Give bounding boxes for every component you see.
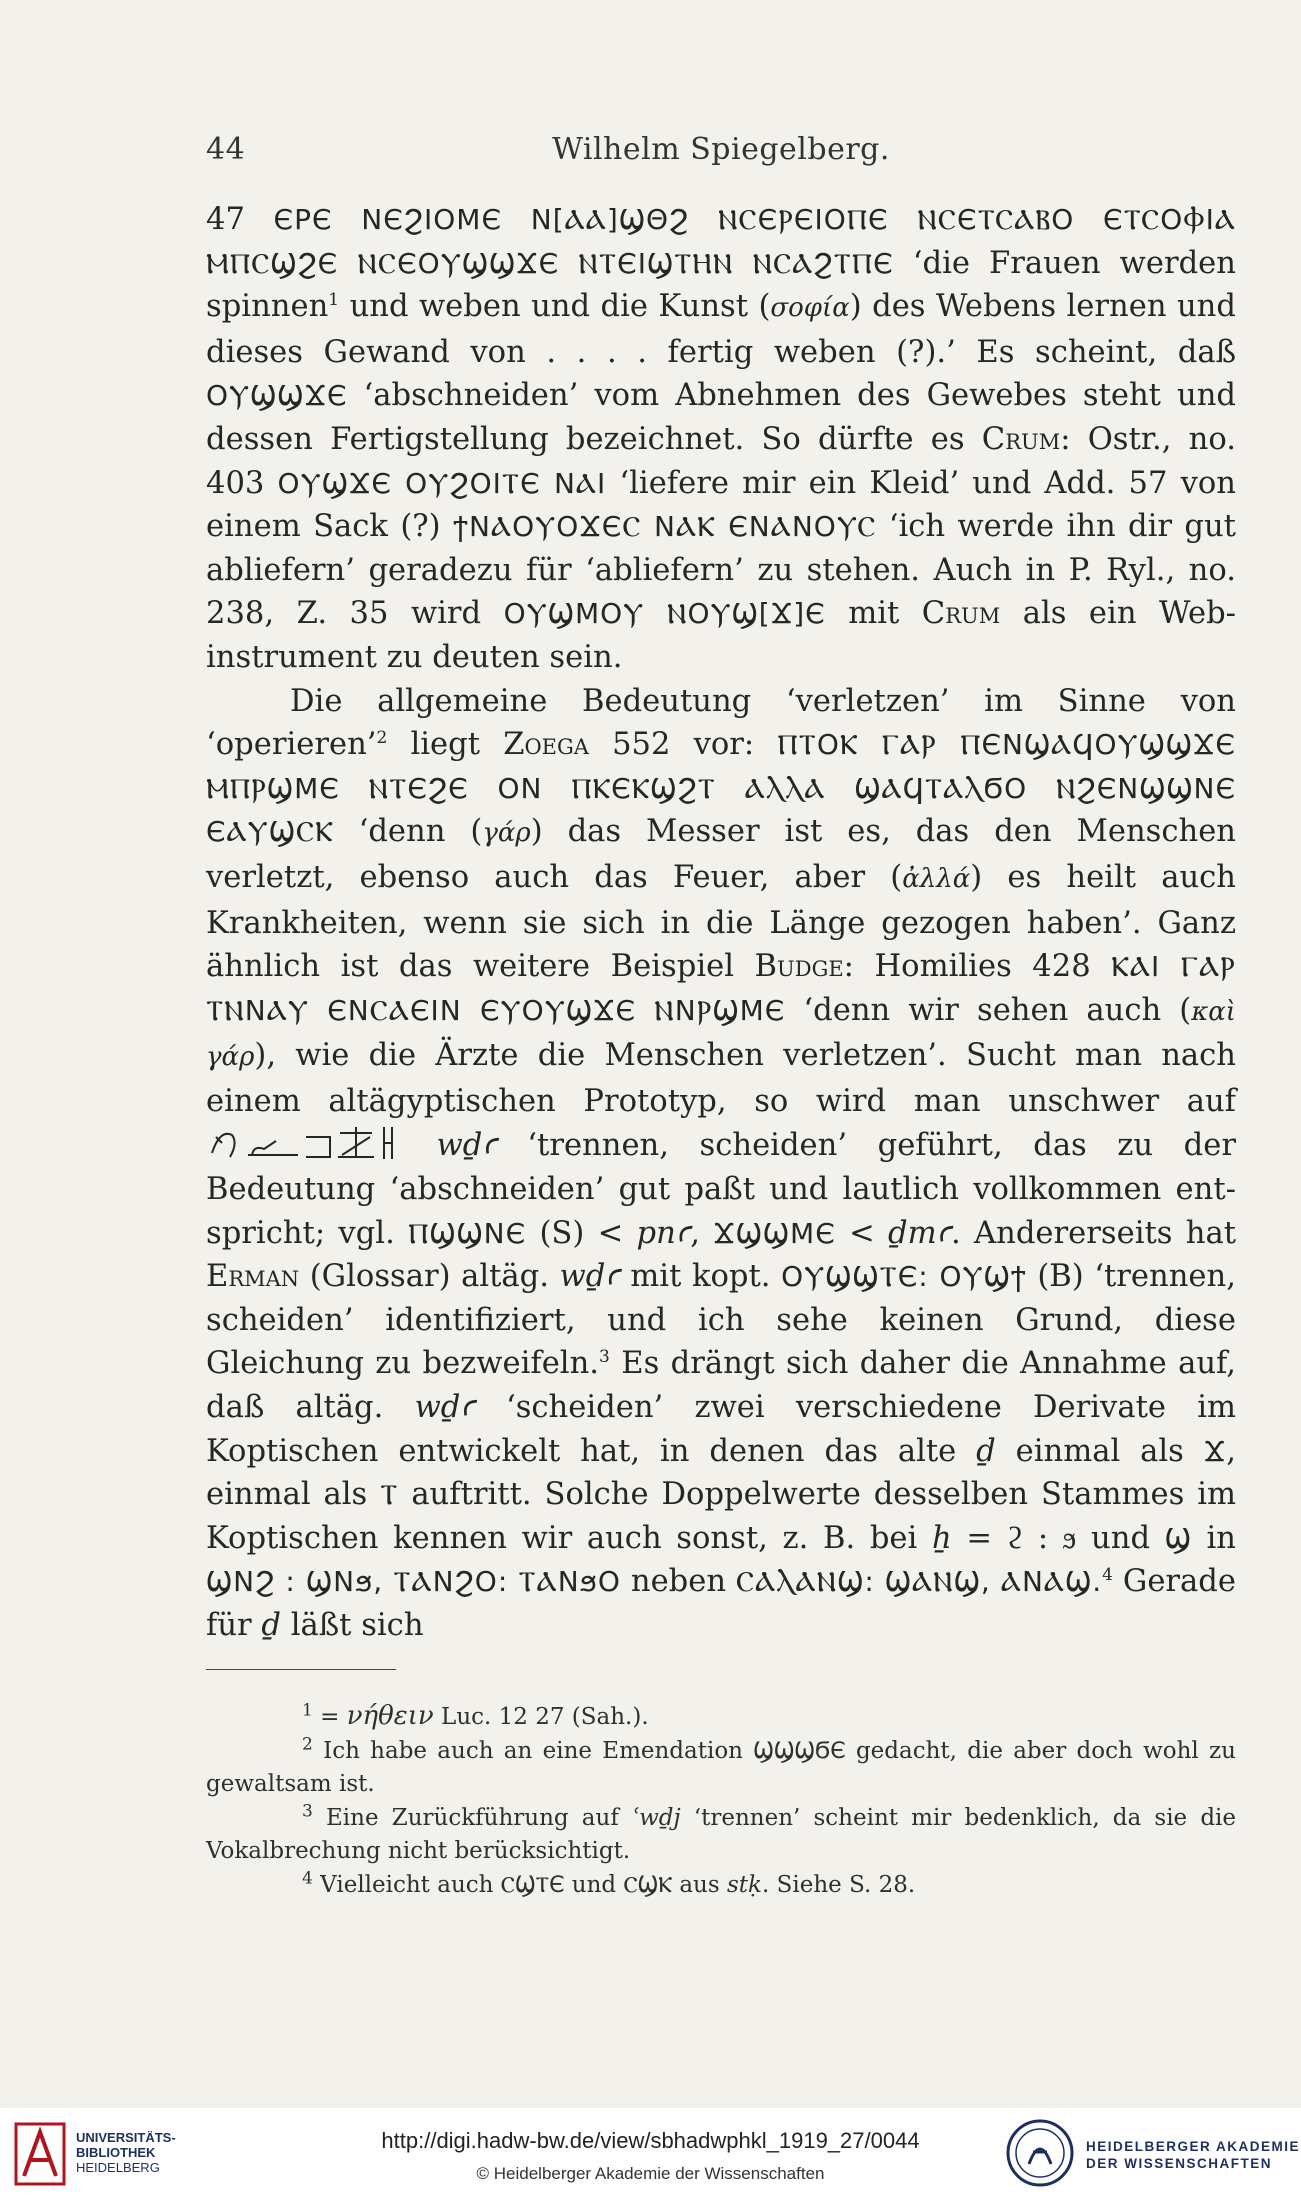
- coptic-word: ⲠϢϢΝЄ: [408, 1216, 527, 1250]
- transliteration: wḏꜥ: [436, 1128, 497, 1164]
- transliteration: ẖ: [931, 1520, 952, 1556]
- footnotes: [206, 1700, 1236, 1903]
- running-head: [206, 132, 1236, 172]
- running-title: Wilhelm Spiegelberg.: [552, 132, 890, 167]
- academy-name[interactable]: HEIDELBERGER AKADEMIE DER WISSENSCHAFTEN: [1086, 2139, 1301, 2171]
- greek-word: ἀλλά: [902, 863, 971, 894]
- page-number: 44: [206, 132, 246, 167]
- coptic-word: ΟⲨϢϢⲦЄ: ΟⲨϢϯ: [781, 1260, 1027, 1294]
- greek-word: γάρ: [482, 818, 531, 849]
- footnote-ref[interactable]: 2: [376, 727, 388, 748]
- paragraph-verletzen: Die allgemeine Bedeutung ‘verletzen’ im Sinne von ‘operieren’$^2$ liegt Zoega 552 vor: ⲠⲦΟⲔ ⲄⲀⲢ ⲠЄΝϢⲀϤΟⲨϢϢϪЄ ⲘⲠⲢϢΜЄ ⲚⲦЄϨЄ ΟΝ ⲠⲔЄⲔϢϨⲦ ⲀⲖⲖⲀ ϢⲀϤⲦⲀⲖϬΟ ⲚϨЄΝϢϢΝЄ ЄⲀⲨϢⲤⲔ ‘denn (γάρ) das Messer ist es, das den Menschen verletzt, ebenso auch das Feuer, aber (ἀλλά) es heilt auch Krankheiten, wenn sie sich in die Länge gezogen haben’. Ganz ähnlich ist das weitere Beispiel Budge: Homilies 428 ⲔⲀΙ ⲄⲀⲢ ⲦⲚΝⲀⲨ ЄΝⲤⲀЄΙΝ ЄⲨΟⲨϢϪЄ ⲚΝⲢϢΜЄ ‘denn wir sehen auch (καὶ γάρ), wie die Ärzte die Menschen verletzen’. Sucht man nach einem altägyptischen Prototyp, so wird man unschwer auf wḏꜥ ‘trennen, scheiden’ geführt, das zu der Bedeutung ‘abschneiden’ gut paßt und lautlich vollkommen entspricht; vgl. ⲠϢϢΝЄ (S) < pnꜥ, ϪϢϢΜЄ < ḏmꜥ. Andererseits hat Erman (Glossar) altäg. wḏꜥ mit kopt. ΟⲨϢϢⲦЄ: ΟⲨϢϯ (B) ‘trennen, scheiden’ identifiziert, und ich sehe keinen Grund, diese Gleichung zu bezweifeln.$^3$ Es drängt sich daher die Annahme auf, daß altäg. wḏꜥ ‘scheiden’ zwei verschiedene Derivate im Koptischen entwickelt hat, in denen das alte ḏ einmal als Ϫ, einmal als Ⲧ auftritt. Solche Doppelwerte desselben Stammes im Koptischen kennen wir auch sonst, z. B. bei ẖ = ϩ : ϧ und Ϣ in ϢΝϨ : ϢΝϧ, ⲦⲀΝϨΟ: ⲦⲀΝϧΟ neben ⲤⲀⲖⲀⲚϢ: ϢⲀⲚϢ, ⲀΝⲀϢ.$^4$ Gerade für ḏ läßt sich: [206, 683, 1237, 1643]
- coptic-text: ⲤⲀⲖⲀⲚϢ: ϢⲀⲚϢ, ⲀΝⲀϢ.: [736, 1565, 1103, 1599]
- entry-number: 47: [206, 202, 245, 237]
- coptic-text: ΟⲨϢϪЄ ΟⲨϨΟΙⲦЄ ΝⲀΙ: [277, 466, 607, 500]
- academy-seal-icon[interactable]: [1005, 2118, 1075, 2188]
- author-name: Erman: [206, 1259, 300, 1295]
- coptic-text: ϯΝⲀΟⲨΟϪЄⲤ ΝⲀⲔ ЄΝⲀΝΟⲨⲤ: [452, 510, 877, 544]
- transliteration: wḏꜥ: [414, 1390, 475, 1426]
- coptic-letter: Ϣ: [1164, 1521, 1192, 1555]
- permalink-url[interactable]: http://digi.hadw-bw.de/view/sbhadwphkl_1919_27/0044: [381, 2128, 920, 2153]
- author-name: Crum: [921, 596, 1001, 632]
- coptic-text: ϢΝϨ : ϢΝϧ, ⲦⲀΝϨΟ: ⲦⲀΝϧΟ: [206, 1565, 621, 1599]
- transliteration: ḏ: [976, 1433, 996, 1469]
- coptic-word: ΟⲨϢϢϪЄ: [206, 379, 348, 413]
- coptic-text: ⲔⲀΙ ⲄⲀⲢ ⲦⲚΝⲀⲨ ЄΝⲤⲀЄΙΝ ЄⲨΟⲨϢϪЄ ⲚΝⲢϢΜЄ: [206, 950, 1236, 1027]
- coptic-word: ϪϢϢΜЄ: [713, 1216, 836, 1250]
- coptic-letter: Ⲧ: [380, 1478, 399, 1512]
- body-text: [206, 198, 1236, 1648]
- transliteration: ḏ: [261, 1608, 281, 1643]
- greek-word: σοφία: [770, 293, 850, 324]
- coptic-letter: Ϫ: [1203, 1434, 1227, 1468]
- footnote-rule: [206, 1669, 396, 1670]
- transliteration: wḏꜥ: [559, 1259, 620, 1295]
- footnote-ref[interactable]: 4: [1102, 1565, 1113, 1586]
- transliteration: ḏmꜥ: [888, 1215, 952, 1251]
- author-name: Crum: [981, 421, 1061, 457]
- transliteration: pnꜥ: [636, 1215, 691, 1251]
- footnote-3: $^3$ Eine Zurückführung auf ʿwḏj ‘trennen’ scheint mir bedenklich, da sie die Vokalbrechung nicht berücksichtigt.: [206, 1801, 1237, 1865]
- footnote-ref[interactable]: 3: [599, 1347, 610, 1368]
- footnote-1: $^1$ = νήθειν Luc. 12 27 (Sah.).: [302, 1700, 649, 1731]
- library-name[interactable]: UNIVERSITÄTS- BIBLIOTHEK HEIDELBERG: [76, 2130, 176, 2175]
- paragraph-47: 47 ЄΡЄ ΝЄϨΙΟΜЄ Ν[ⲀⲀ]ϢΘϨ ⲚⲤЄⲢЄΙΟⲠЄ ⲚⲤЄⲦⲤⲀⲂΟ ЄⲦⲤΟⲪΙⲀ ⲘⲠⲤϢϨЄ ⲚⲤЄΟⲨϢϢϪЄ ⲚⲦЄΙϢⲦⲎⲚ ⲚⲤⲀϨⲦⲠЄ ‘die Frauen werden spinnen$^1$ und weben und die Kunst (σοφία) des Webens lernen und dieses Gewand von . . . . fertig weben (?).’ Es scheint, daß ΟⲨϢϢϪЄ ‘abschneiden’ vom Abnehmen des Gewebes steht und dessen Fertigstellung bezeichnet. So dürfte es Crum: Ostr., no. 403 ΟⲨϢϪЄ ΟⲨϨΟΙⲦЄ ΝⲀΙ ‘liefere mir ein Kleid’ und Add. 57 von einem Sack (?) ϯΝⲀΟⲨΟϪЄⲤ ΝⲀⲔ ЄΝⲀΝΟⲨⲤ ‘ich werde ihn dir gut abliefern’ geradezu für ‘abliefern’ zu stehen. Auch in P. Ryl., no. 238, Z. 35 wird ΟⲨϢΜΟⲨ ⲚΟⲨϢ[Ϫ]Є mit Crum als ein Webinstrument zu deuten sein.: [206, 202, 1236, 675]
- copyright-notice: © Heidelberger Akademie der Wissenschaften: [476, 2164, 825, 2183]
- footnote-ref[interactable]: 1: [328, 290, 340, 310]
- footnote-4: $^4$ Vielleicht auch ⲤϢⲦЄ und ⲤϢⲔ aus stḳ. Siehe S. 28.: [302, 1868, 916, 1898]
- footnote-2: $^2$ Ich habe auch an eine Emendation ϢϢϢϬЄ gedacht, die aber doch wohl zu gewaltsam ist.: [206, 1733, 1236, 1798]
- hieroglyph-group: [206, 1123, 406, 1163]
- author-name: Zoega: [503, 727, 589, 763]
- author-name: Budge: [754, 949, 844, 985]
- viewer-footer: [0, 2108, 1301, 2200]
- coptic-text: ЄΡЄ ΝЄϨΙΟΜЄ Ν[ⲀⲀ]ϢΘϨ ⲚⲤЄⲢЄΙΟⲠЄ ⲚⲤЄⲦⲤⲀⲂΟ ЄⲦⲤΟⲪΙⲀ ⲘⲠⲤϢϨЄ ⲚⲤЄΟⲨϢϢϪЄ ⲚⲦЄΙϢⲦⲎⲚ ⲚⲤⲀϨⲦⲠЄ: [206, 203, 1236, 280]
- coptic-text: ΟⲨϢΜΟⲨ ⲚΟⲨϢ[Ϫ]Є: [503, 597, 826, 631]
- coptic-text: ⲠⲦΟⲔ ⲄⲀⲢ ⲠЄΝϢⲀϤΟⲨϢϢϪЄ ⲘⲠⲢϢΜЄ ⲚⲦЄϨЄ ΟΝ ⲠⲔЄⲔϢϨⲦ ⲀⲖⲖⲀ ϢⲀϤⲦⲀⲖϬΟ ⲚϨЄΝϢϢΝЄ ЄⲀⲨϢⲤⲔ: [206, 728, 1236, 849]
- greek-word: καὶ γάρ: [206, 996, 1236, 1073]
